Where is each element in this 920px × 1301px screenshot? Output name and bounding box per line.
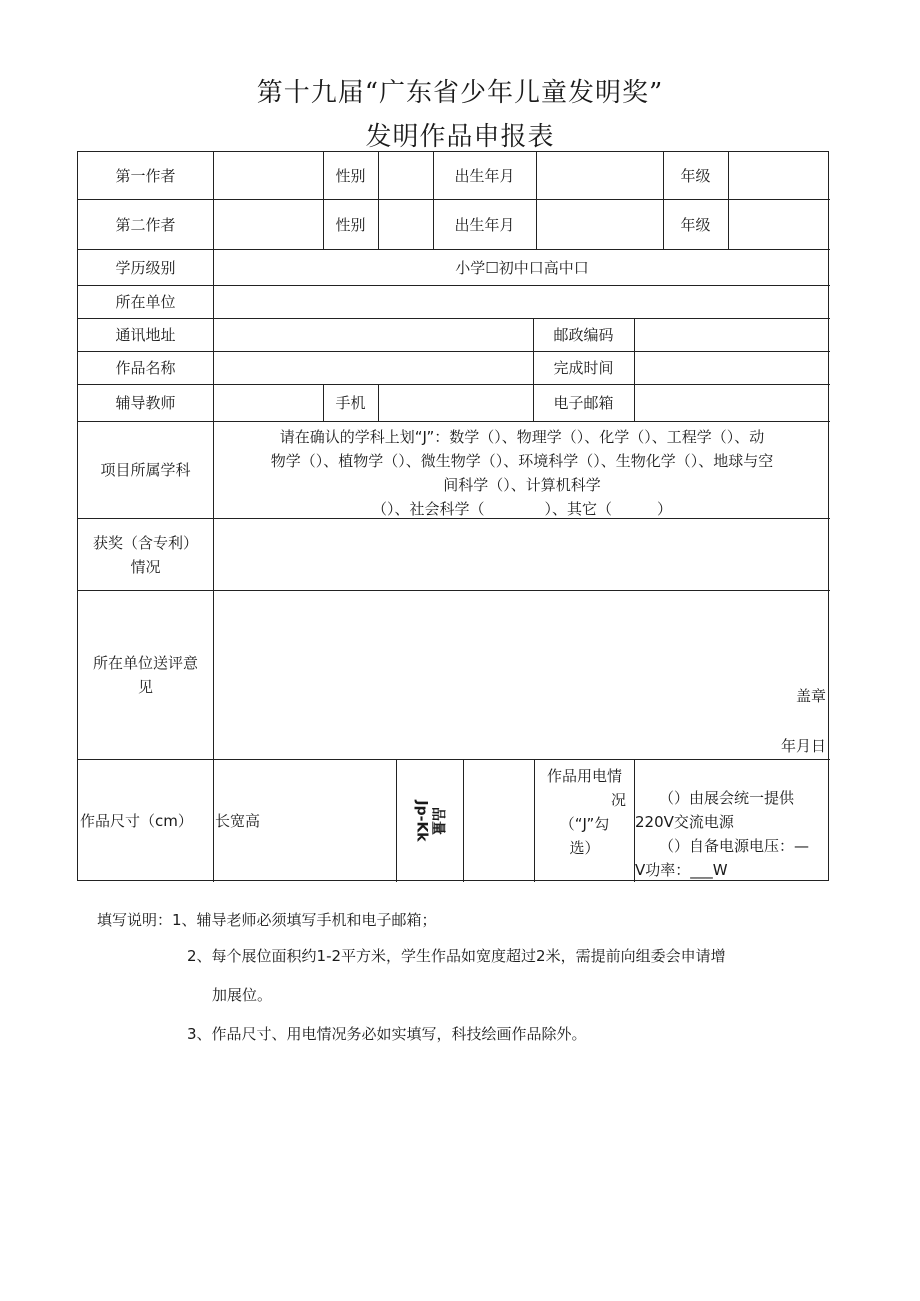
- second-author-field[interactable]: [214, 201, 322, 248]
- birth-field-1[interactable]: [537, 153, 662, 198]
- unit-label: 所在单位: [115, 293, 176, 311]
- unit-field[interactable]: [214, 286, 829, 318]
- award-label-line2: 情况: [130, 557, 161, 576]
- grade-label-2: 年级: [680, 215, 711, 234]
- note-line-1: 填写说明：1、辅导老师必须填写手机和电子邮箱；: [97, 911, 437, 929]
- power-option-1b: 220V交流电源: [635, 813, 734, 831]
- education-options[interactable]: 小学☐初中口高中口: [455, 258, 589, 277]
- power-label-line3: （“J”勾: [559, 815, 610, 833]
- weight-field[interactable]: [464, 760, 534, 882]
- mobile-label: 手机: [335, 394, 366, 412]
- teacher-field[interactable]: [214, 385, 323, 421]
- size-value[interactable]: 长宽高: [215, 812, 261, 830]
- grade-field-2[interactable]: [729, 201, 829, 248]
- form-title-line1: 第十九届“广东省少年儿童发明奖”: [256, 78, 664, 108]
- size-label: 作品尺寸（cm）: [80, 812, 193, 830]
- mobile-field[interactable]: [379, 385, 533, 421]
- first-author-label: 第一作者: [115, 166, 176, 185]
- gender-field-2[interactable]: [379, 201, 432, 248]
- date-text: 年月日: [780, 737, 826, 755]
- note-line-4: 3、作品尺寸、用电情况务必如实填写，科技绘画作品除外。: [187, 1025, 587, 1043]
- power-label: [535, 764, 634, 874]
- note-line-3: 加展位。: [212, 986, 273, 1004]
- address-label: 通讯地址: [115, 326, 176, 344]
- power-label-line4: 选）: [569, 839, 600, 857]
- power-option-2b: V功率：___W: [635, 861, 728, 879]
- application-form-table: [77, 151, 829, 881]
- power-option-1a: （）由展会统一提供: [659, 789, 795, 807]
- power-label-line1: 作品用电情: [546, 767, 622, 785]
- work-name-field[interactable]: [214, 352, 533, 384]
- subject-label: 项目所属学科: [100, 461, 191, 479]
- gender-label-2: 性别: [335, 215, 366, 234]
- teacher-label: 辅导教师: [115, 394, 176, 412]
- grade-field-1[interactable]: [729, 153, 829, 198]
- address-field[interactable]: [214, 319, 533, 351]
- power-option-2a: （）自备电源电压：—: [659, 837, 810, 855]
- postcode-field[interactable]: [635, 319, 829, 351]
- award-field[interactable]: [214, 519, 829, 590]
- form-title-line2: 发明作品申报表: [365, 122, 555, 152]
- seal-text: 盖章: [795, 687, 826, 705]
- opinion-label-line2: 见: [137, 678, 153, 696]
- email-field[interactable]: [635, 385, 829, 421]
- postcode-label: 邮政编码: [553, 326, 614, 344]
- second-author-label: 第二作者: [115, 215, 176, 234]
- grade-label-1: 年级: [680, 166, 711, 185]
- opinion-label: [78, 591, 213, 759]
- note-line-2: 2、每个展位面积约1-2平方米，学生作品如宽度超过2米，需提前向组委会申请增: [187, 947, 726, 965]
- finish-time-field[interactable]: [635, 352, 829, 384]
- gender-label-1: 性别: [335, 166, 366, 185]
- education-level-label: 学历级别: [115, 258, 176, 277]
- birth-label-2: 出生年月: [454, 215, 515, 234]
- subject-choices[interactable]: [215, 425, 829, 521]
- email-label: 电子邮箱: [553, 394, 614, 412]
- subject-line-3: 间科学（）、计算机科学: [443, 476, 601, 494]
- subject-line-4: （）、社会科学（ ）、其它（ ）: [371, 500, 672, 518]
- gender-field-1[interactable]: [379, 153, 432, 198]
- award-label-line1: 获奖（含专利）: [92, 533, 198, 552]
- finish-time-label: 完成时间: [553, 359, 614, 377]
- subject-line-2: 物学（）、植物学（）、微生物学（）、环境科学（）、生物化学（）、地球与空: [270, 452, 774, 470]
- weight-label-text: 品量 Jp-Kk: [413, 800, 446, 842]
- birth-field-2[interactable]: [537, 201, 662, 248]
- opinion-label-line1: 所在单位送评意: [92, 654, 198, 672]
- award-label: [78, 519, 213, 590]
- work-name-label: 作品名称: [115, 359, 176, 377]
- weight-label: [397, 760, 463, 882]
- power-options[interactable]: [635, 786, 830, 882]
- birth-label-1: 出生年月: [454, 166, 515, 185]
- first-author-field[interactable]: [214, 153, 322, 198]
- power-label-line2: 况: [610, 791, 626, 809]
- subject-line-1: 请在确认的学科上划“J”：数学（）、物理学（）、化学（）、工程学（）、动: [279, 428, 765, 446]
